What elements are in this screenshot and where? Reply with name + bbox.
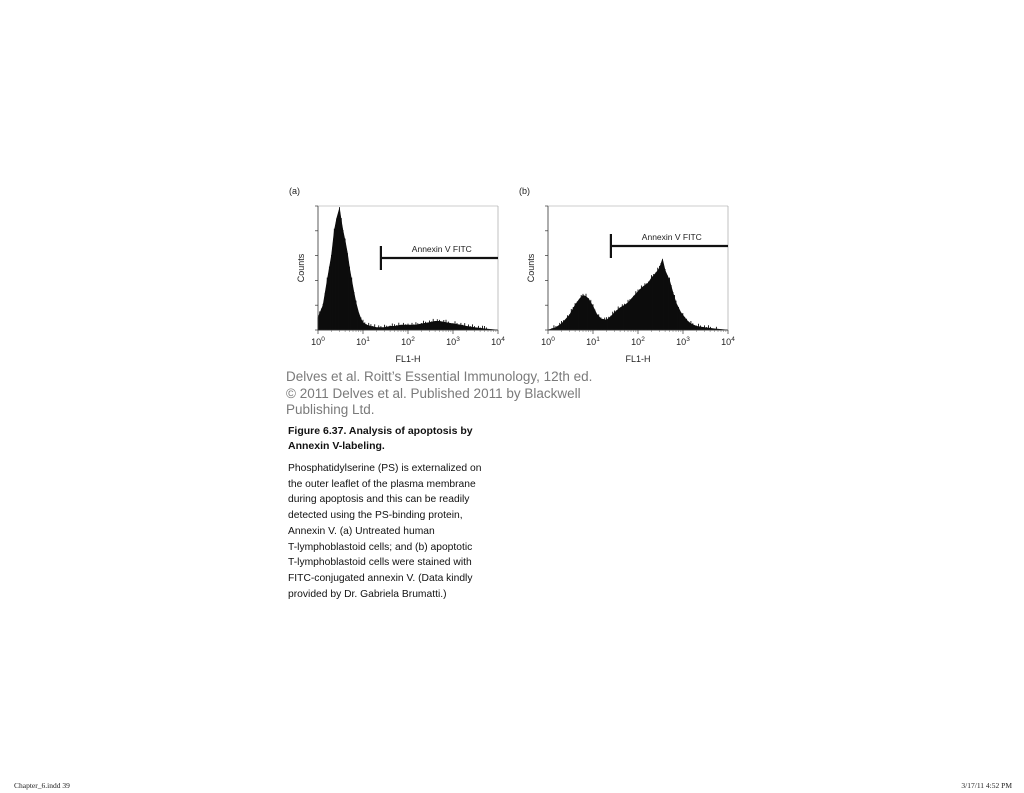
x-axis-label: FL1-H <box>625 354 651 364</box>
gate-label: Annexin V FITC <box>411 244 472 254</box>
footer-timestamp: 3/17/11 4:52 PM <box>961 781 1012 790</box>
x-tick-label: $10^2$ <box>631 336 645 347</box>
x-tick-label: $10^0$ <box>311 336 325 347</box>
caption-line: provided by Dr. Gabriela Brumatti.) <box>288 588 447 600</box>
caption-line: FITC-conjugated annexin V. (Data kindly <box>288 572 473 584</box>
x-tick-label: $10^1$ <box>586 336 600 347</box>
credit-line: Publishing Ltd. <box>286 402 375 417</box>
x-tick-label: $10^2$ <box>401 336 415 347</box>
footer-file-info: Chapter_6.indd 39 <box>14 781 70 790</box>
caption-line: T-lymphoblastoid cells; and (b) apoptotic <box>288 541 473 553</box>
gate-label: Annexin V FITC <box>641 232 702 242</box>
x-tick-label: $10^3$ <box>446 336 460 347</box>
caption-line: the outer leaflet of the plasma membrane <box>288 478 476 490</box>
x-axis-label: FL1-H <box>395 354 421 364</box>
figure-title-line: Figure 6.37. Analysis of apoptosis by <box>288 425 473 437</box>
caption-line: detected using the PS-binding protein, <box>288 510 463 522</box>
caption-line: T-lymphoblastoid cells were stained with <box>288 557 472 569</box>
panel-a-letter: (a) <box>289 186 300 196</box>
figure-title <box>288 424 528 454</box>
x-tick-label: $10^0$ <box>541 336 555 347</box>
x-tick-label: $10^4$ <box>721 336 735 347</box>
figure-title-line: Annexin V-labeling. <box>288 440 385 452</box>
credit-line: © 2011 Delves et al. Published 2011 by Blackwell <box>286 385 581 401</box>
x-tick-label: $10^3$ <box>676 336 690 347</box>
credit-line: Delves et al. Roitt’s Essential Immunology, 12th ed. <box>286 369 593 384</box>
caption-line: during apoptosis and this can be readily <box>288 494 470 506</box>
y-axis-label: Counts <box>296 253 306 283</box>
figure-caption <box>288 461 528 602</box>
histogram-b <box>520 200 745 372</box>
caption-line: Phosphatidylserine (PS) is externalized on <box>288 463 482 474</box>
publisher-credit <box>286 369 626 419</box>
panel-b-letter: (b) <box>519 186 530 196</box>
x-tick-label: $10^1$ <box>356 336 370 347</box>
histogram-a <box>290 200 515 372</box>
y-axis-label: Counts <box>526 253 536 283</box>
x-tick-label: $10^4$ <box>491 336 505 347</box>
caption-line: Annexin V. (a) Untreated human <box>288 525 435 537</box>
